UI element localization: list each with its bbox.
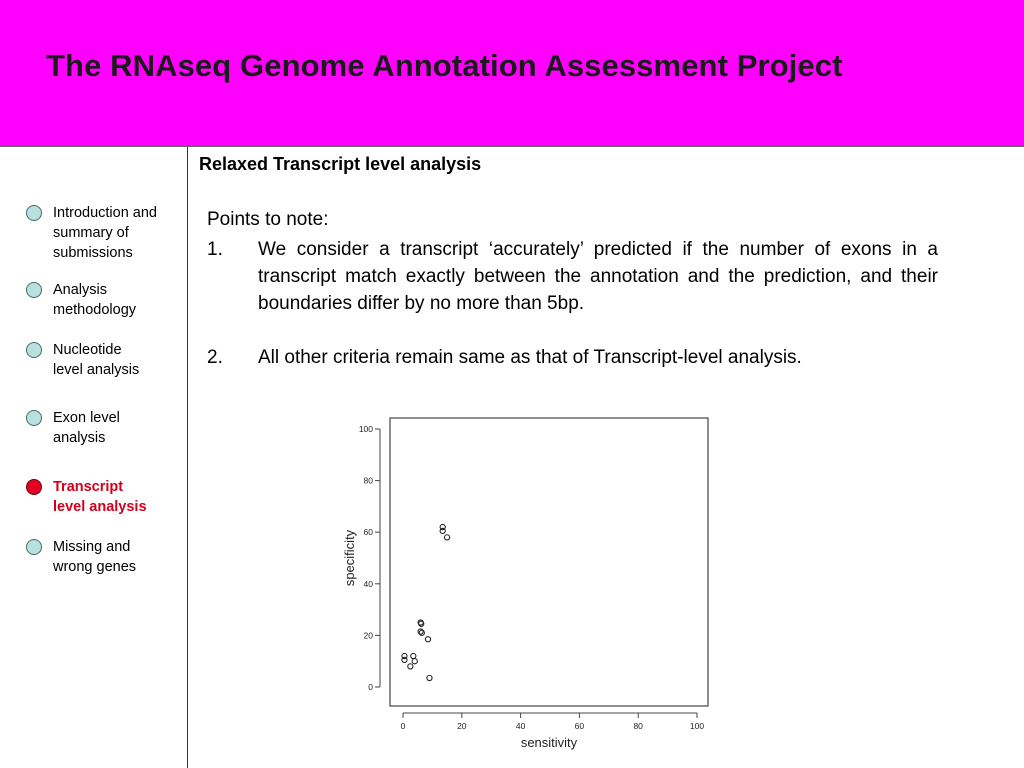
header-banner — [0, 0, 1024, 145]
notes-intro: Points to note: — [207, 209, 329, 230]
note-text: All other criteria remain same as that of Transcript-level analysis. — [258, 347, 802, 368]
nav-bullet-icon — [26, 342, 42, 358]
sidebar-divider — [187, 147, 188, 768]
x-axis — [401, 713, 705, 731]
x-tick-label: 100 — [689, 721, 705, 731]
header-divider — [0, 145, 1024, 147]
page-title: The RNAseq Genome Annotation Assessment Project — [46, 48, 843, 83]
sidebar-item-label: Exon level analysis — [53, 410, 120, 446]
nav-bullet-icon — [26, 282, 42, 298]
sidebar-item-label: Missing and wrong genes — [53, 539, 137, 575]
note-number: 1. — [207, 239, 223, 260]
plot-frame — [390, 418, 708, 706]
x-tick-label: 40 — [515, 721, 526, 731]
nav-bullet-active-icon — [26, 479, 42, 495]
sidebar-item-label: Analysis methodology — [53, 282, 137, 318]
y-tick-label: 100 — [358, 424, 373, 434]
y-tick-label: 0 — [368, 682, 373, 692]
x-tick-label: 20 — [457, 721, 467, 731]
scatter-plot — [335, 408, 725, 758]
section-title: Relaxed Transcript level analysis — [199, 154, 482, 174]
sidebar-item-label: Transcript level analysis — [53, 479, 147, 515]
x-axis-label: sensitivity — [520, 735, 578, 750]
y-tick-label: 20 — [363, 630, 373, 641]
nav-bullet-icon — [26, 410, 42, 426]
note-text: We consider a transcript ‘accurately’ predicted if the number of exons in a transcript match exactly between the annotation and the prediction, and their boundaries differ by no more than 5bp. — [258, 239, 938, 314]
nav-bullet-icon — [26, 539, 42, 555]
x-tick-label: 60 — [574, 721, 585, 731]
y-tick-label: 40 — [363, 578, 373, 589]
note-number: 2. — [207, 347, 223, 368]
y-axis — [359, 424, 380, 692]
x-tick-label: 0 — [400, 721, 406, 731]
y-tick-label: 80 — [363, 475, 373, 486]
sidebar-item-label: Introduction and summary of submissions — [53, 205, 157, 261]
x-tick-label: 80 — [633, 721, 643, 731]
y-tick-label: 60 — [363, 527, 373, 538]
y-axis-label: specificity — [342, 529, 357, 587]
nav-bullet-icon — [26, 205, 42, 221]
sidebar-item-label: Nucleotide level analysis — [53, 342, 140, 378]
